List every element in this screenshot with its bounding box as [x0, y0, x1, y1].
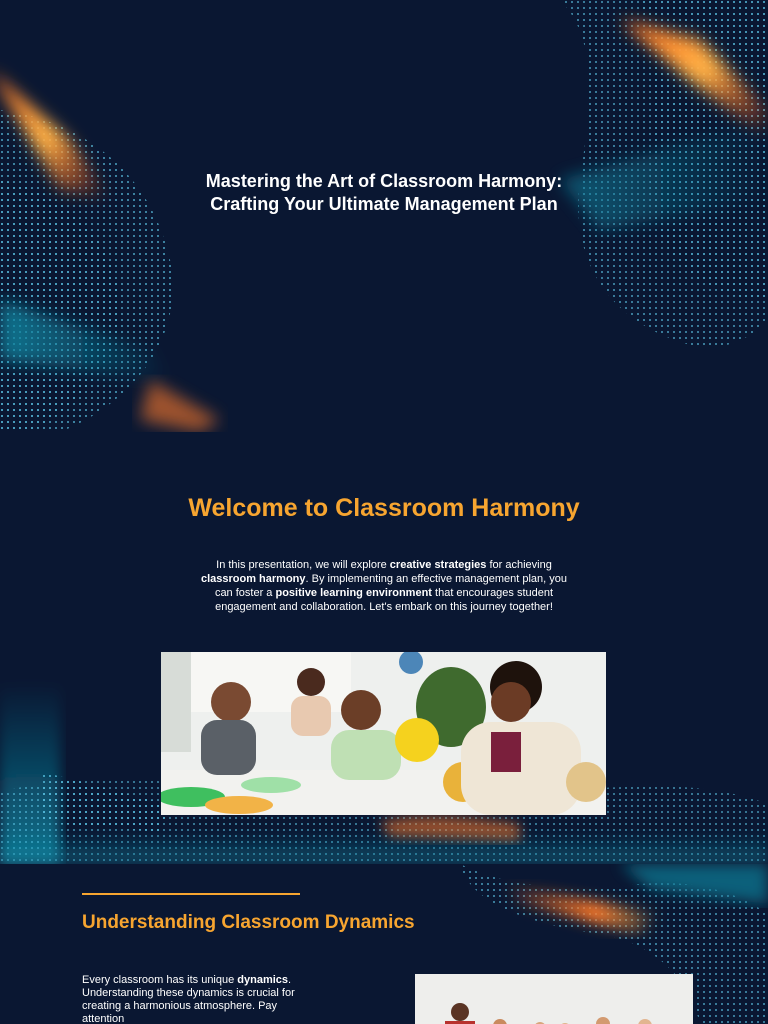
welcome-heading: Welcome to Classroom Harmony	[188, 494, 580, 522]
dynamics-slide	[0, 864, 768, 1024]
group-photo	[415, 974, 693, 1024]
dynamics-heading: Understanding Classroom Dynamics	[82, 912, 415, 933]
presentation-title: Mastering the Art of Classroom Harmony: Crafting Your Ultimate Management Plan	[205, 171, 563, 214]
classroom-photo	[161, 652, 606, 815]
dynamics-body: Every classroom has its unique dynamics. Understanding these dynamics is crucial for creating a harmonious atmosphere. Pay attention	[82, 974, 295, 1024]
welcome-slide	[0, 432, 768, 864]
section-divider	[82, 893, 300, 895]
title-slide	[0, 0, 768, 432]
particle-wave-decoration	[0, 0, 768, 432]
welcome-body: In this presentation, we will explore creative strategies for achieving classroom harmony. By implementing an effective management plan, you can foster a positive learning environment that encourages student engagement and collaboration. Let's embark on this journey together!	[200, 559, 568, 613]
